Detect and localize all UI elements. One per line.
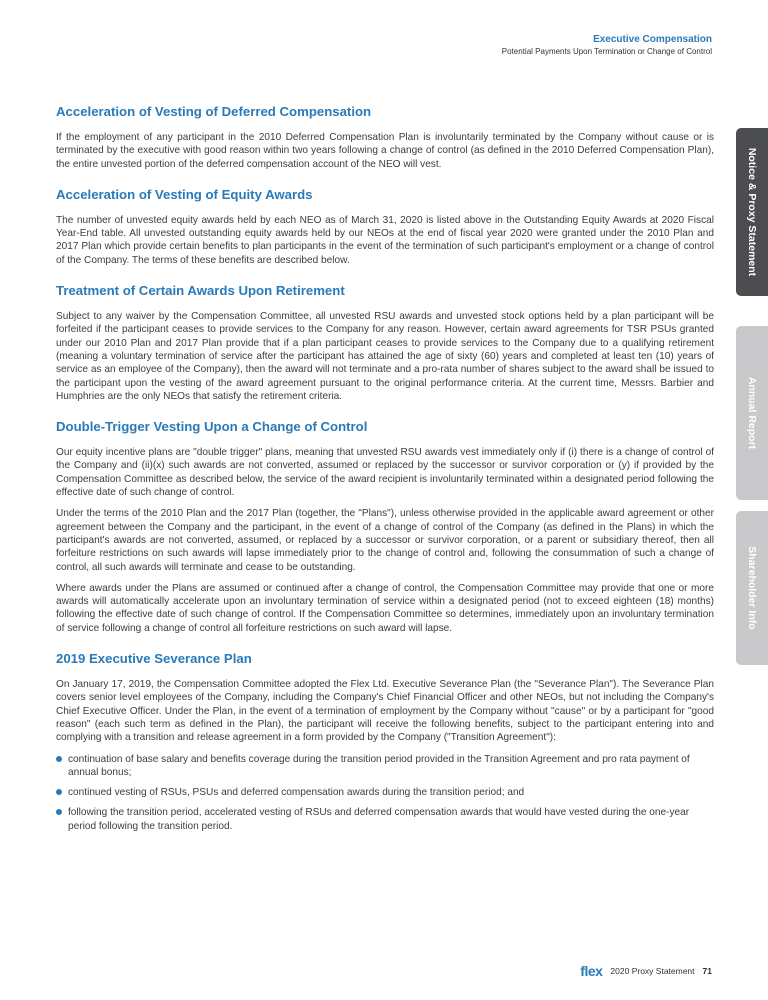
- tab-shareholder-info[interactable]: Shareholder Info: [736, 511, 768, 665]
- list-item: following the transition period, accelerated vesting of RSUs and deferred compensation awards that would have vested during the one-year period following the transition period.: [56, 806, 714, 833]
- page-footer: [580, 963, 712, 979]
- tab-annual-report[interactable]: Annual Report: [736, 326, 768, 500]
- list-item: continued vesting of RSUs, PSUs and deferred compensation awards during the transition period; and: [56, 786, 714, 799]
- section-title: Double-Trigger Vesting Upon a Change of Control: [56, 419, 368, 435]
- section-title: Treatment of Certain Awards Upon Retirement: [56, 283, 345, 299]
- paragraph: If the employment of any participant in the 2010 Deferred Compensation Plan is involuntarily terminated by the Company without cause or is terminated by the executive with good reason within two years following a change of control (as defined in the 2010 Deferred Compensation Plan), the entire unvested portion of the deferred compensation account of the NEO will vest.: [56, 132, 714, 170]
- paragraph: Under the terms of the 2010 Plan and the 2017 Plan (together, the "Plans"), unless otherwise provided in the applicable award agreement or other agreement between the Company and the participant, in the event of a change of control of the Company (as defined in the Plans) in which the participant's awards are not converted, assumed, or replaced by a successor or survivor corporation, or a parent or subsidiary thereof, then all forfeiture restrictions on such awards will lapse immediately prior to the change of control and, following the consummation of such a change of control, all such awards will terminate and cease to be outstanding.: [56, 508, 714, 573]
- page-header: [502, 33, 712, 58]
- paragraph: On January 17, 2019, the Compensation Committee adopted the Flex Ltd. Executive Severance Plan (the "Severance Plan"). The Severance Plan covers senior level employees of the Company, including the Company's Chief Financial Officer and other NEOs, but not including the Company's Chief Executive Officer. Under the Plan, in the event of a termination of employment by the Company without "cause" or by a participant for "good reason" (each such term as defined in the Plan), the participant will receive the following benefits, subject to the participant entering into and complying with a transition and release agreement in a form provided by the Company ("Transition Agreement"):: [56, 679, 714, 744]
- header-subsection-title: Potential Payments Upon Termination or Change of Control: [501, 47, 712, 56]
- tab-notice-proxy-statement[interactable]: Notice & Proxy Statement: [736, 128, 768, 296]
- paragraph: The number of unvested equity awards held by each NEO as of March 31, 2020 is listed above in the Outstanding Equity Awards at 2020 Fiscal Year-End table. All unvested outstanding equity awards held by our NEOs at the end of fiscal year 2020 were granted under the 2010 Plan and 2017 Plan which provide certain benefits to plan participants in the event of the termination of such participant's employment or a change of control of the Company. The terms of these benefits are described below.: [56, 214, 714, 266]
- header-section-title: Executive Compensation: [593, 34, 712, 45]
- section-title: 2019 Executive Severance Plan: [56, 651, 252, 667]
- document-title: 2020 Proxy Statement: [610, 966, 695, 976]
- paragraph: Subject to any waiver by the Compensation Committee, all unvested RSU awards and unvested stock options held by a plan participant will be forfeited if the participant ceases to provide services to the Company for any reason. However, certain award agreements for TSR PSUs granted under our 2010 Plan and 2017 Plan provide that if a plan participant ceases to provide services to the Company due to a qualifying retirement (meaning a voluntary termination of service after the participant has attained the age of sixty (60) years and completed at least ten (10) years of service as an employee of the Company), then the award will not terminate and a pro-rata number of shares subject to the award shall be issued to the participant upon the vesting of the award agreement pursuant to the original performance criteria. At the current time, Messrs. Barbier and Humphries are the only NEOs that satisfy the retirement criteria.: [56, 311, 714, 402]
- list-item: continuation of base salary and benefits coverage during the transition period provided in the Transition Agreement and pro rata payment of annual bonus;: [56, 753, 714, 780]
- main-content: [56, 104, 714, 840]
- bullet-icon: [56, 809, 62, 815]
- section-title: Acceleration of Vesting of Equity Awards: [56, 186, 313, 202]
- benefits-list: [56, 753, 714, 833]
- page-number: 71: [702, 966, 712, 976]
- section-title: Acceleration of Vesting of Deferred Compensation: [56, 104, 372, 119]
- bullet-icon: [56, 789, 62, 795]
- paragraph: Where awards under the Plans are assumed or continued after a change of control, the Compensation Committee may provide that one or more awards will automatically accelerate upon an involuntary termination of service within a designated period (not to exceed eighteen (18) months) following the effective date of such change of control. If the Compensation Committee so determines, immediately upon an involuntary termination of service following a change of control all forfeiture restrictions on such award will lapse.: [56, 582, 714, 634]
- paragraph: Our equity incentive plans are "double trigger" plans, meaning that unvested RSU awards vest immediately only if (i) there is a change of control of the Company and (ii)(x) such awards are not converted, assumed or replaced by the successor or survivor corporation or (y) if provided by the Compensation Committee as described below, the service of the award recipient is involuntarily terminated within a designated period following the effective date of such change of control.: [56, 447, 714, 499]
- flex-logo: flex: [580, 963, 603, 979]
- bullet-icon: [56, 756, 62, 762]
